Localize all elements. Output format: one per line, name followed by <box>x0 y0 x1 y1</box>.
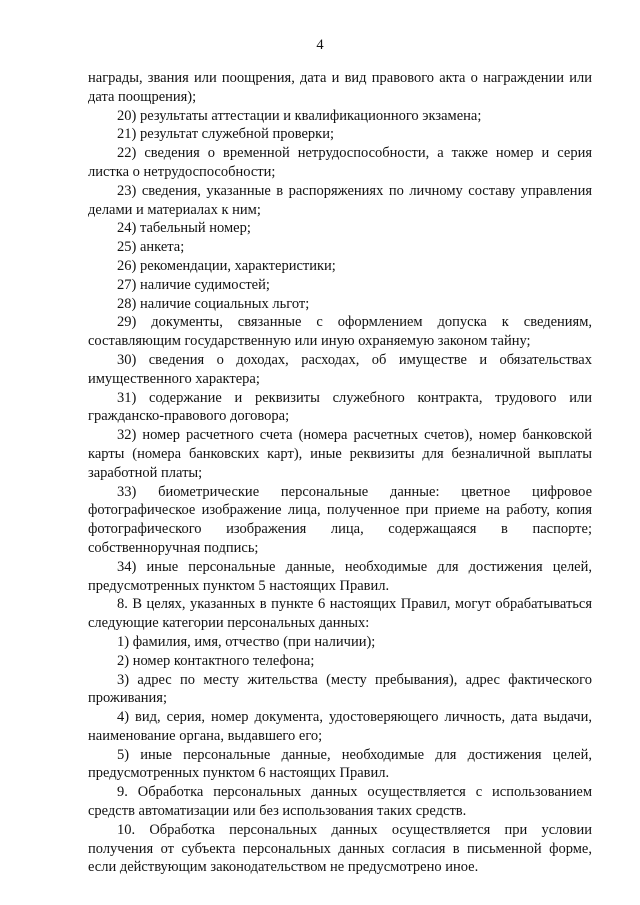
clause-8-item-5: 5) иные персональные данные, необходимые для достижения целей, предусмотренных пунктом 6 настоящих Правил. <box>88 746 592 782</box>
list-item-28: 28) наличие социальных льгот; <box>117 295 310 312</box>
list-item-27: 27) наличие судимостей; <box>117 276 270 293</box>
clause-8-item-3: 3) адрес по месту жительства (месту пребывания), адрес фактического проживания; <box>88 671 592 707</box>
list-item-31: 31) содержание и реквизиты служебного контракта, трудового или гражданско-правового договора; <box>88 389 592 425</box>
clause-8: 8. В целях, указанных в пункте 6 настоящих Правил, могут обрабатываться следующие категории персональных данных: <box>88 596 592 632</box>
list-item-25: 25) анкета; <box>117 239 185 256</box>
page-number: 4 <box>316 37 324 53</box>
clause-8-item-1: 1) фамилия, имя, отчество (при наличии); <box>117 633 376 650</box>
list-item-21: 21) результат служебной проверки; <box>117 126 334 143</box>
paragraph-continuation: награды, звания или поощрения, дата и вид правового акта о награждении или дата поощрения); <box>88 70 592 105</box>
list-item-26: 26) рекомендации, характеристики; <box>117 257 336 274</box>
list-item-29: 29) документы, связанные с оформлением допуска к сведениям, составляющим государственную или иную охраняемую законом тайну; <box>88 314 592 350</box>
clause-8-item-2: 2) номер контактного телефона; <box>117 652 315 669</box>
clause-8-item-4: 4) вид, серия, номер документа, удостоверяющего личность, дата выдачи, наименование органа, выдавшего его; <box>88 709 592 744</box>
list-item-30: 30) сведения о доходах, расходах, об имуществе и обязательствах имущественного характера; <box>88 351 592 387</box>
document-body <box>88 69 592 877</box>
list-item-34: 34) иные персональные данные, необходимые для достижения целей, предусмотренных пунктом 5 настоящих Правил. <box>88 558 592 594</box>
list-item-20: 20) результаты аттестации и квалификационного экзамена; <box>117 107 482 124</box>
list-item-23: 23) сведения, указанные в распоряжениях по личному составу управления делами и материалах к ним; <box>88 182 592 218</box>
list-item-33: 33) биометрические персональные данные: цветное цифровое фотографическое изображение лица, полученное при приеме на работу, копия фотографического изображения лица, содержащаяся в паспорте; собственноручная подпись; <box>88 483 592 556</box>
list-item-32: 32) номер расчетного счета (номера расчетных счетов), номер банковской карты (номера банковских карт), иные реквизиты для безналичной выплаты заработной платы; <box>88 427 592 481</box>
clause-10: 10. Обработка персональных данных осуществляется при условии получения от субъекта персональных данных согласия в письменной форме, если действующим законодательством не предусмотрено иное. <box>88 821 592 876</box>
clause-9: 9. Обработка персональных данных осуществляется с использованием средств автоматизации или без использования таких средств. <box>88 784 592 820</box>
list-item-22: 22) сведения о временной нетрудоспособности, а также номер и серия листка о нетрудоспособности; <box>88 145 592 180</box>
list-item-24: 24) табельный номер; <box>117 220 251 237</box>
